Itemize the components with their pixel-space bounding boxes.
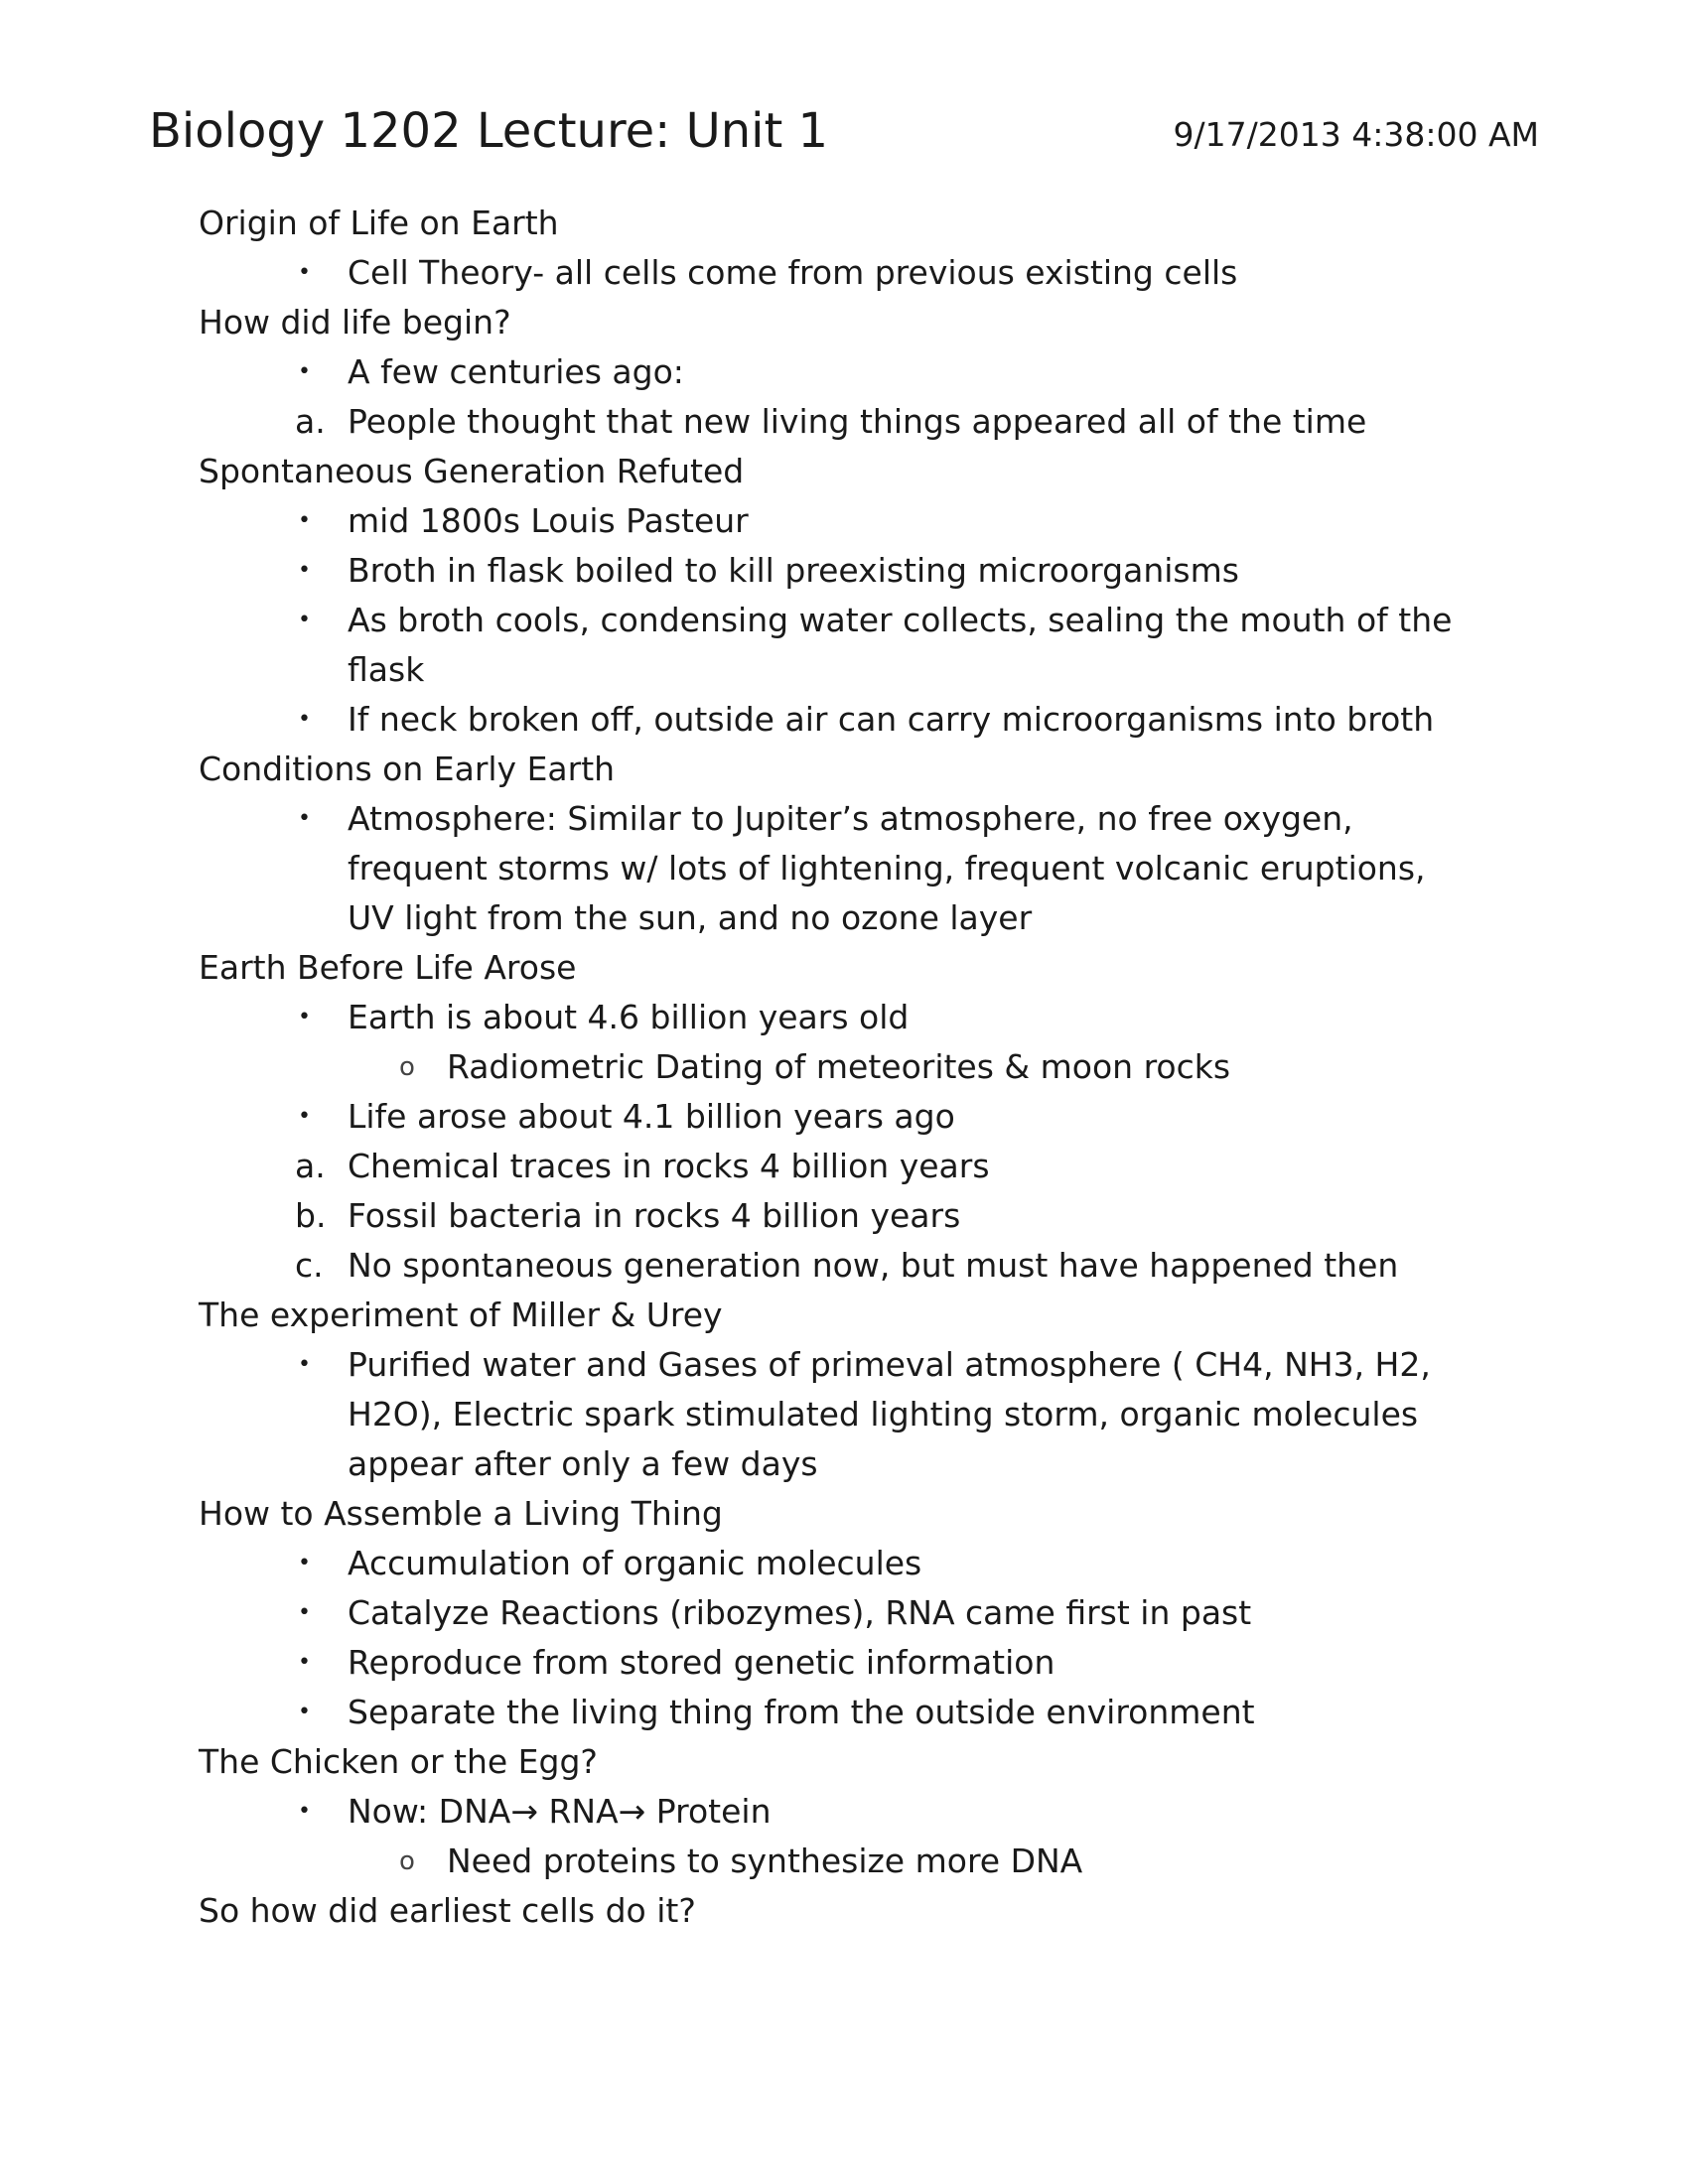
bullet-text: Now: DNA→ RNA→ Protein <box>348 1792 772 1831</box>
bullet-marker: • <box>298 608 311 632</box>
number-marker: c. <box>295 1246 324 1285</box>
section-heading: Origin of Life on Earth <box>199 204 559 242</box>
bullet-marker: • <box>298 1104 311 1129</box>
bullet-text: Separate the living thing from the outside environment <box>348 1693 1255 1731</box>
bullet-text: Earth is about 4.6 billion years old <box>348 998 910 1036</box>
bullet-item <box>199 993 1489 1042</box>
numbered-text: People thought that new living things appeared all of the time <box>348 402 1367 441</box>
bullet-item <box>199 1688 1489 1737</box>
section-heading: Earth Before Life Arose <box>199 948 577 987</box>
bullet-marker: • <box>298 1650 311 1675</box>
notes-body <box>199 199 1489 1936</box>
bullet-marker: • <box>298 1600 311 1625</box>
bullet-text: Life arose about 4.1 billion years ago <box>348 1097 955 1136</box>
section-heading: The experiment of Miller & Urey <box>199 1296 723 1334</box>
numbered-item <box>199 1191 1489 1241</box>
bullet-item <box>199 1539 1489 1588</box>
bullet-marker: • <box>298 260 311 285</box>
bullet-text: A few centuries ago: <box>348 352 684 391</box>
bullet-marker: • <box>298 1005 311 1029</box>
bullet-text: Broth in flask boiled to kill preexisting microorganisms <box>348 551 1239 590</box>
bullet-text: If neck broken off, outside air can carry microorganisms into broth <box>348 700 1435 739</box>
bullet-text: As broth cools, condensing water collects, sealing the mouth of the flask <box>348 601 1453 689</box>
bullet-marker: • <box>298 1352 311 1377</box>
bullet-text: mid 1800s Louis Pasteur <box>348 501 749 540</box>
bullet-item <box>199 248 1489 298</box>
bullet-marker: • <box>298 558 311 583</box>
document-title: Biology 1202 Lecture: Unit 1 <box>149 103 829 159</box>
number-marker: b. <box>295 1196 327 1235</box>
numbered-item <box>199 1241 1489 1291</box>
bullet-marker: • <box>298 806 311 831</box>
section-heading: Conditions on Early Earth <box>199 750 616 788</box>
bullet-item <box>199 596 1489 695</box>
section-heading: The Chicken or the Egg? <box>199 1742 598 1781</box>
numbered-item <box>199 397 1489 447</box>
numbered-item <box>199 1142 1489 1191</box>
bullet-item <box>199 1340 1489 1489</box>
sub-bullet-item <box>199 1837 1489 1886</box>
section-heading: So how did earliest cells do it? <box>199 1891 696 1930</box>
bullet-marker: • <box>298 1700 311 1724</box>
bullet-marker: • <box>298 1799 311 1824</box>
circle-bullet-icon: o <box>399 1052 415 1082</box>
bullet-item <box>199 1588 1489 1638</box>
numbered-text: Fossil bacteria in rocks 4 billion years <box>348 1196 961 1235</box>
bullet-item <box>199 695 1489 745</box>
bullet-marker: • <box>298 359 311 384</box>
bullet-item <box>199 1787 1489 1837</box>
section-heading: Spontaneous Generation Refuted <box>199 452 745 490</box>
section-heading: How to Assemble a Living Thing <box>199 1494 723 1533</box>
bullet-marker: • <box>298 1551 311 1575</box>
numbered-text: No spontaneous generation now, but must have happened then <box>348 1246 1399 1285</box>
bullet-item <box>199 347 1489 397</box>
number-marker: a. <box>295 1147 326 1185</box>
sub-bullet-text: Radiometric Dating of meteorites & moon rocks <box>447 1047 1231 1086</box>
document-timestamp: 9/17/2013 4:38:00 AM <box>1173 115 1539 154</box>
bullet-text: Atmosphere: Similar to Jupiter’s atmosphere, no free oxygen, frequent storms w/ lots of lightening, frequent volcanic eruptions, UV light from the sun, and no ozone layer <box>348 799 1426 937</box>
numbered-text: Chemical traces in rocks 4 billion years <box>348 1147 990 1185</box>
circle-bullet-icon: o <box>399 1846 415 1876</box>
number-marker: a. <box>295 402 326 441</box>
sub-bullet-text: Need proteins to synthesize more DNA <box>447 1842 1083 1880</box>
bullet-text: Reproduce from stored genetic information <box>348 1643 1055 1682</box>
bullet-item <box>199 1638 1489 1688</box>
sub-bullet-item <box>199 1042 1489 1092</box>
bullet-marker: • <box>298 707 311 732</box>
bullet-item <box>199 496 1489 546</box>
bullet-text: Purified water and Gases of primeval atmosphere ( CH4, NH3, H2, H2O), Electric spark stimulated lighting storm, organic molecules appear after only a few days <box>348 1345 1431 1483</box>
bullet-item <box>199 794 1489 943</box>
bullet-item <box>199 1092 1489 1142</box>
bullet-text: Cell Theory- all cells come from previous existing cells <box>348 253 1238 292</box>
bullet-text: Catalyze Reactions (ribozymes), RNA came first in past <box>348 1593 1252 1632</box>
bullet-text: Accumulation of organic molecules <box>348 1544 922 1582</box>
bullet-marker: • <box>298 508 311 533</box>
bullet-item <box>199 546 1489 596</box>
section-heading: How did life begin? <box>199 303 511 341</box>
